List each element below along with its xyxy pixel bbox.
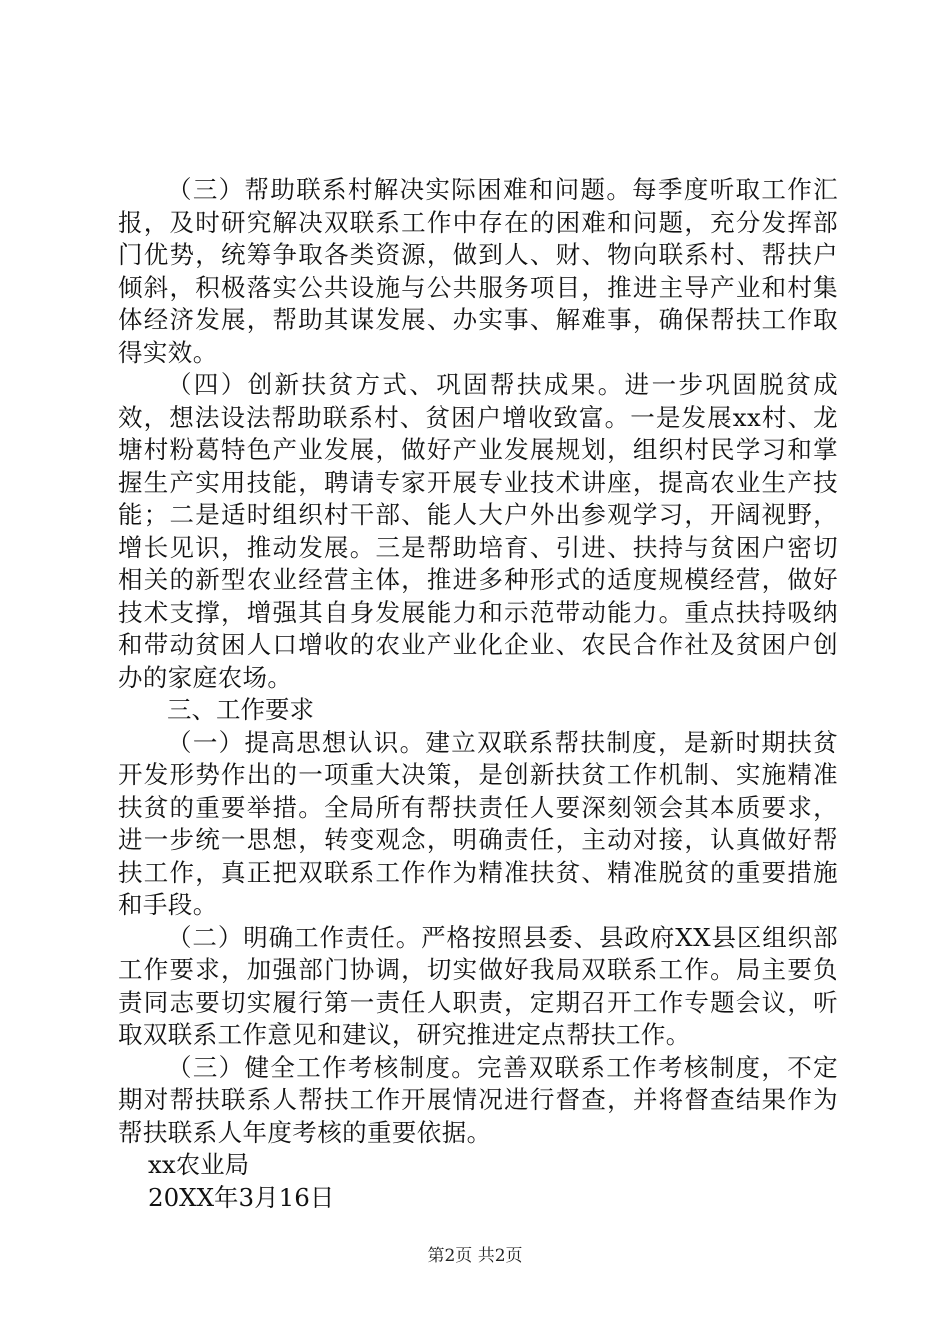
paragraph-innovate-poverty-relief: （四）创新扶贫方式、巩固帮扶成果。进一步巩固脱贫成效，想法设法帮助联系村、贫困户增收致富。一是发展xx村、龙塘村粉葛特色产业发展，做好产业发展规划，组织村民学习和掌握生产实用技能，聘请专家开展专业技术讲座，提高农业生产技能；二是适时组织村干部、能人大户外出参观学习，开阔视野，增长见识，推动发展。三是帮助培育、引进、扶持与贫困户密切相关的新型农业经营主体，推进多种形式的适度规模经营，做好技术支撑，增强其自身发展能力和示范带动能力。重点扶持吸纳和带动贫困人口增收的农业产业化企业、农民合作社及贫困户创办的家庭农场。 xyxy=(118,370,838,692)
document-body xyxy=(118,174,838,1214)
requirement-item: （三）健全工作考核制度。完善双联系工作考核制度，不定期对帮扶联系人帮扶工作开展情况进行督查，并将督查结果作为帮扶联系人年度考核的重要依据。 xyxy=(118,1052,838,1147)
signature-date: 20XX年3月16日 xyxy=(148,1182,335,1212)
requirement-item: （一）提高思想认识。建立双联系帮扶制度，是新时期扶贫开发形势作出的一项重大决策，是创新扶贫工作机制、实施精准扶贫的重要举措。全局所有帮扶责任人要深刻领会其本质要求，进一步统一思想，转变观念，明确责任，主动对接，认真做好帮扶工作，真正把双联系工作作为精准扶贫、精准脱贫的重要措施和手段。 xyxy=(118,727,838,919)
signature-organization: xx农业局 xyxy=(148,1150,250,1179)
page-footer: 第2页 共2页 xyxy=(427,1246,523,1266)
section-heading: 三、工作要求 xyxy=(167,695,314,724)
paragraph-assist-villages: （三）帮助联系村解决实际困难和问题。每季度听取工作汇报，及时研究解决双联系工作中存在的困难和问题，充分发挥部门优势，统筹争取各类资源，做到人、财、物向联系村、帮扶户倾斜，积极落实公共设施与公共服务项目，推进主导产业和村集体经济发展，帮助其谋发展、办实事、解难事，确保帮扶工作取得实效。 xyxy=(118,175,838,367)
requirement-item: （二）明确工作责任。严格按照县委、县政府XX县区组织部工作要求，加强部门协调，切实做好我局双联系工作。局主要负责同志要切实履行第一责任人职责，定期召开工作专题会议，听取双联系工作意见和建议，研究推进定点帮扶工作。 xyxy=(118,922,838,1049)
